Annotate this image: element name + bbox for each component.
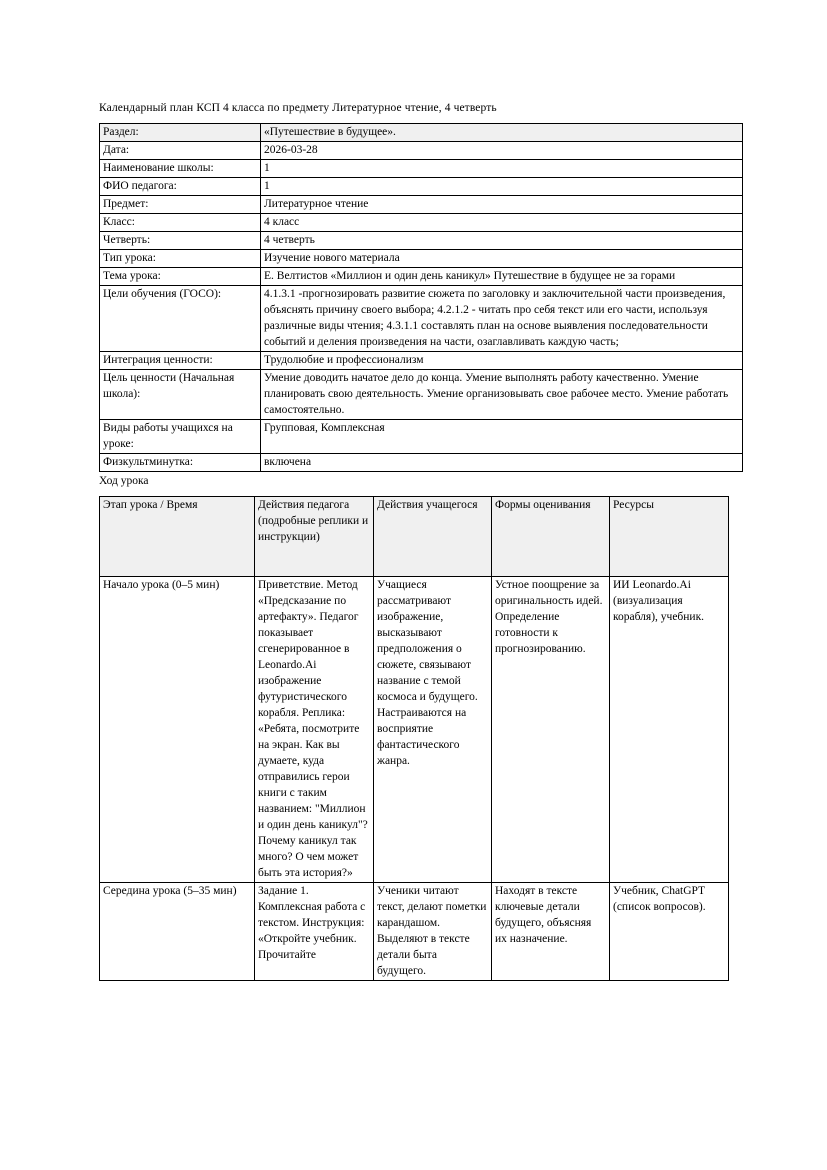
info-label: Виды работы учащихся на уроке:	[100, 420, 261, 454]
info-value: 4 четверть	[261, 232, 743, 250]
column-header-assessment: Формы оценивания	[492, 497, 610, 577]
lesson-flow-table	[99, 496, 729, 981]
info-value: Умение доводить начатое дело до конца. Умение выполнять работу качественно. Умение планировать свою деятельность. Умение организовывать свое рабочее место. Умение работать самостоятельно.	[261, 370, 743, 420]
info-value: 1	[261, 160, 743, 178]
table-row	[100, 370, 743, 420]
info-label: Тема урока:	[100, 268, 261, 286]
info-value: включена	[261, 454, 743, 472]
lesson-info-body	[100, 124, 743, 472]
table-row	[100, 178, 743, 196]
info-value: 1	[261, 178, 743, 196]
info-value: Е. Велтистов «Миллион и один день каникул» Путешествие в будущее не за горами	[261, 268, 743, 286]
info-value: Литературное чтение	[261, 196, 743, 214]
info-label: Цели обучения (ГОСО):	[100, 286, 261, 352]
table-row	[100, 250, 743, 268]
table-row	[100, 577, 729, 883]
cell-student: Учащиеся рассматривают изображение, высказывают предположения о сюжете, связывают название с темой космоса и будущего. Настраиваются на восприятие фантастического жанра.	[374, 577, 492, 883]
page-title: Календарный план КСП 4 класса по предмету Литературное чтение, 4 четверть	[99, 102, 497, 114]
info-label: Раздел:	[100, 124, 261, 142]
table-row	[100, 160, 743, 178]
info-value: Трудолюбие и профессионализм	[261, 352, 743, 370]
info-label: Интеграция ценности:	[100, 352, 261, 370]
cell-student: Ученики читают текст, делают пометки карандашом. Выделяют в тексте детали быта будущего.	[374, 883, 492, 981]
column-header-stage: Этап урока / Время	[100, 497, 255, 577]
cell-teacher: Приветствие. Метод «Предсказание по артефакту». Педагог показывает сгенерированное в Leonardo.Ai изображение футуристического корабля. Реплика: «Ребята, посмотрите на экран. Как вы думаете, куда отправились герои книги с таким названием: "Миллион и один день каникул"? Почему каникул так много? О чем может быть эта история?»	[255, 577, 374, 883]
table-row	[100, 232, 743, 250]
table-header-row	[100, 497, 729, 577]
table-row	[100, 124, 743, 142]
table-row	[100, 420, 743, 454]
table-row	[100, 883, 729, 981]
document-content	[99, 100, 728, 981]
info-value: 2026-03-28	[261, 142, 743, 160]
info-value: 4.1.3.1 -прогнозировать развитие сюжета по заголовку и заключительной части произведения, объяснять причину своего выбора; 4.2.1.2 - читать про себя текст или его части, используя различные виды чтения; 4.3.1.1 составлять план на основе выявления последовательности событий и деления произведения на части, озаглавливать каждую часть;	[261, 286, 743, 352]
column-header-student: Действия учащегося	[374, 497, 492, 577]
info-label: Дата:	[100, 142, 261, 160]
info-value: 4 класс	[261, 214, 743, 232]
lesson-info-table	[99, 123, 743, 472]
cell-teacher: Задание 1. Комплексная работа с текстом. Инструкция: «Откройте учебник. Прочитайте	[255, 883, 374, 981]
column-header-teacher: Действия педагога (подробные реплики и инструкции)	[255, 497, 374, 577]
info-label: Цель ценности (Начальная школа):	[100, 370, 261, 420]
column-header-resources: Ресурсы	[610, 497, 729, 577]
lesson-flow-body	[100, 577, 729, 981]
table-row	[100, 454, 743, 472]
cell-stage: Начало урока (0–5 мин)	[100, 577, 255, 883]
cell-resources: Учебник, ChatGPT (список вопросов).	[610, 883, 729, 981]
info-value: «Путешествие в будущее».	[261, 124, 743, 142]
table-row	[100, 286, 743, 352]
table-row	[100, 142, 743, 160]
info-label: ФИО педагога:	[100, 178, 261, 196]
lesson-flow-caption: Ход урока	[99, 475, 149, 487]
info-label: Наименование школы:	[100, 160, 261, 178]
info-value: Групповая, Комплексная	[261, 420, 743, 454]
info-label: Физкультминутка:	[100, 454, 261, 472]
info-label: Предмет:	[100, 196, 261, 214]
lesson-flow-head	[100, 497, 729, 577]
info-label: Тип урока:	[100, 250, 261, 268]
cell-stage: Середина урока (5–35 мин)	[100, 883, 255, 981]
table-row	[100, 196, 743, 214]
cell-resources: ИИ Leonardo.Ai (визуализация корабля), учебник.	[610, 577, 729, 883]
table-row	[100, 214, 743, 232]
info-label: Четверть:	[100, 232, 261, 250]
table-row	[100, 352, 743, 370]
cell-assessment: Устное поощрение за оригинальность идей. Определение готовности к прогнозированию.	[492, 577, 610, 883]
cell-assessment: Находят в тексте ключевые детали будущего, объясняя их назначение.	[492, 883, 610, 981]
info-value: Изучение нового материала	[261, 250, 743, 268]
table-row	[100, 268, 743, 286]
info-label: Класс:	[100, 214, 261, 232]
